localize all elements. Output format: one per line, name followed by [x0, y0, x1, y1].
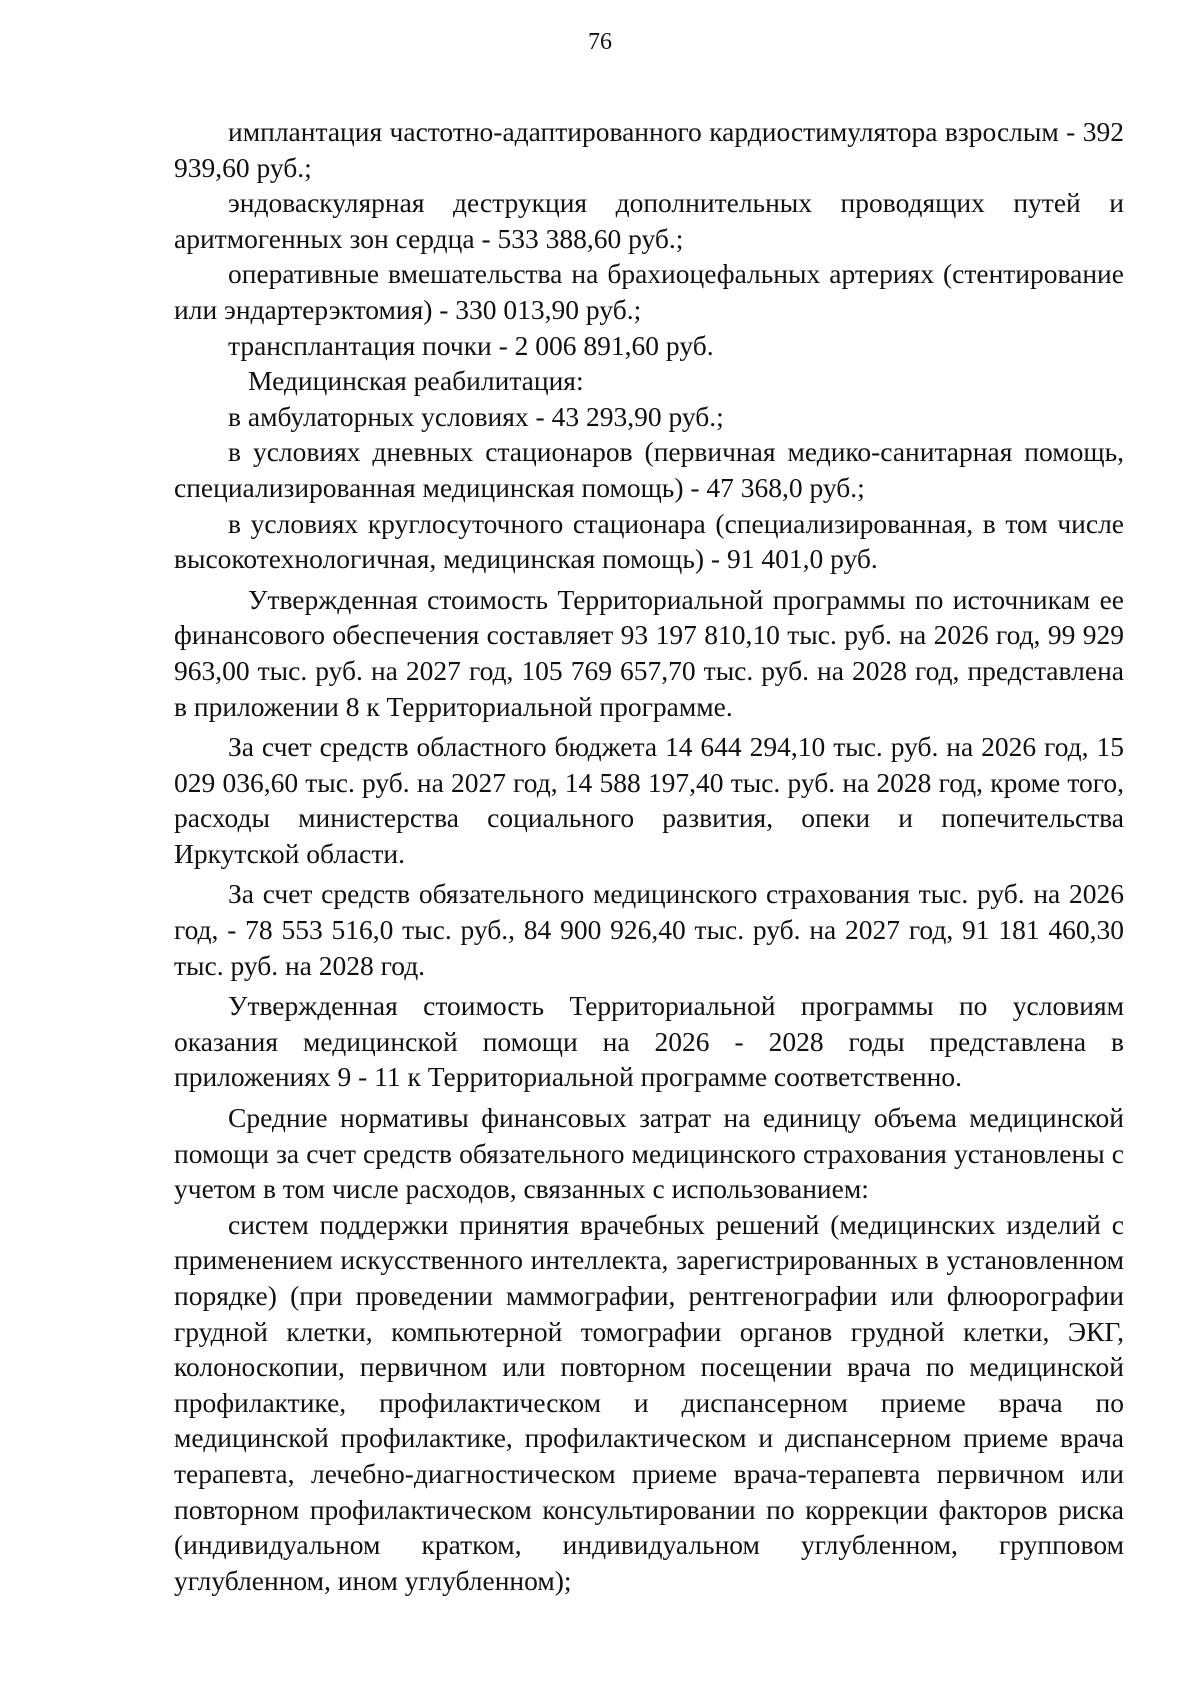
paragraph-program-cost-conditions: Утвержденная стоимость Территориальной программы по условиям оказания медицинской помощи на 2026 - 2028 годы представлена в приложениях 9 - 11 к Территориальной программе соответственно. [174, 990, 1124, 1093]
heading-medical-rehabilitation: Медицинская реабилитация: [248, 365, 584, 397]
document-body [174, 114, 1124, 1598]
paragraph-inpatient-rehab: в условиях круглосуточного стационара (специализированная, в том числе высокотехнологичная, медицинская помощь) - 91 401,0 руб. [174, 507, 1124, 575]
paragraph-pacemaker-implant: имплантация частотно-адаптированного кардиостимулятора взрослым - 392 939,60 руб.; [174, 116, 1124, 183]
paragraph-endovascular-destruction: эндоваскулярная деструкция дополнительных проводящих путей и аритмогенных зон сердца - 533 388,60 руб.; [174, 187, 1124, 254]
paragraph-program-cost-sources: Утвержденная стоимость Территориальной программы по источникам ее финансового обеспечения составляет 93 197 810,10 тыс. руб. на 2026 год, 99 929 963,00 тыс. руб. на 2027 год, 105 769 657,70 тыс. руб. на 2028 год, представлена в приложении 8 к Территориальной программе. [174, 583, 1124, 722]
paragraph-regional-budget: За счет средств областного бюджета 14 644 294,10 тыс. руб. на 2026 год, 15 029 036,60 тыс. руб. на 2027 год, 14 588 197,40 тыс. руб. на 2028 год, кроме того, расходы министерства социального развития, опеки и попечительства Иркутской области. [174, 731, 1124, 869]
paragraph-kidney-transplant: трансплантация почки - 2 006 891,60 руб. [228, 329, 714, 361]
paragraph-decision-support-systems: систем поддержки принятия врачебных решений (медицинских изделий с применением искусственного интеллекта, зарегистрированных в установленном порядке) (при проведении маммографии, рентгенографии или флюорографии грудной клетки, компьютерной томографии органов грудной клетки, ЭКГ, колоноскопии, первичном или повторном посещении врача по медицинской профилактике, профилактическом и диспансерном приеме врача по медицинской профилактике, профилактическом и диспансерном приеме врача терапевта, лечебно-диагностическом приеме врача-терапевта первичном или повторном профилактическом консультировании по коррекции факторов риска (индивидуальном кратком, индивидуальном углубленном, групповом углубленном, ином углубленном); [174, 1208, 1124, 1596]
paragraph-brachiocephalic-surgery: оперативные вмешательства на брахиоцефальных артериях (стентирование или эндартерэктомия) - 330 013,90 руб.; [174, 258, 1124, 325]
paragraph-day-hospital-rehab: в условиях дневных стационаров (первичная медико-санитарная помощь, специализированная медицинская помощь) - 47 368,0 руб.; [174, 436, 1124, 503]
paragraph-oms-funds: За счет средств обязательного медицинского страхования тыс. руб. на 2026 год, - 78 553 516,0 тыс. руб., 84 900 926,40 тыс. руб. на 2027 год, 91 181 460,30 тыс. руб. на 2028 год. [174, 878, 1124, 981]
paragraph-outpatient-rehab: в амбулаторных условиях - 43 293,90 руб.; [228, 400, 724, 432]
page-number: 76 [588, 29, 612, 55]
paragraph-average-cost-norms: Средние нормативы финансовых затрат на единицу объема медицинской помощи за счет средств обязательного медицинского страхования установлены с учетом в том числе расходов, связанных с использованием: [174, 1102, 1124, 1205]
